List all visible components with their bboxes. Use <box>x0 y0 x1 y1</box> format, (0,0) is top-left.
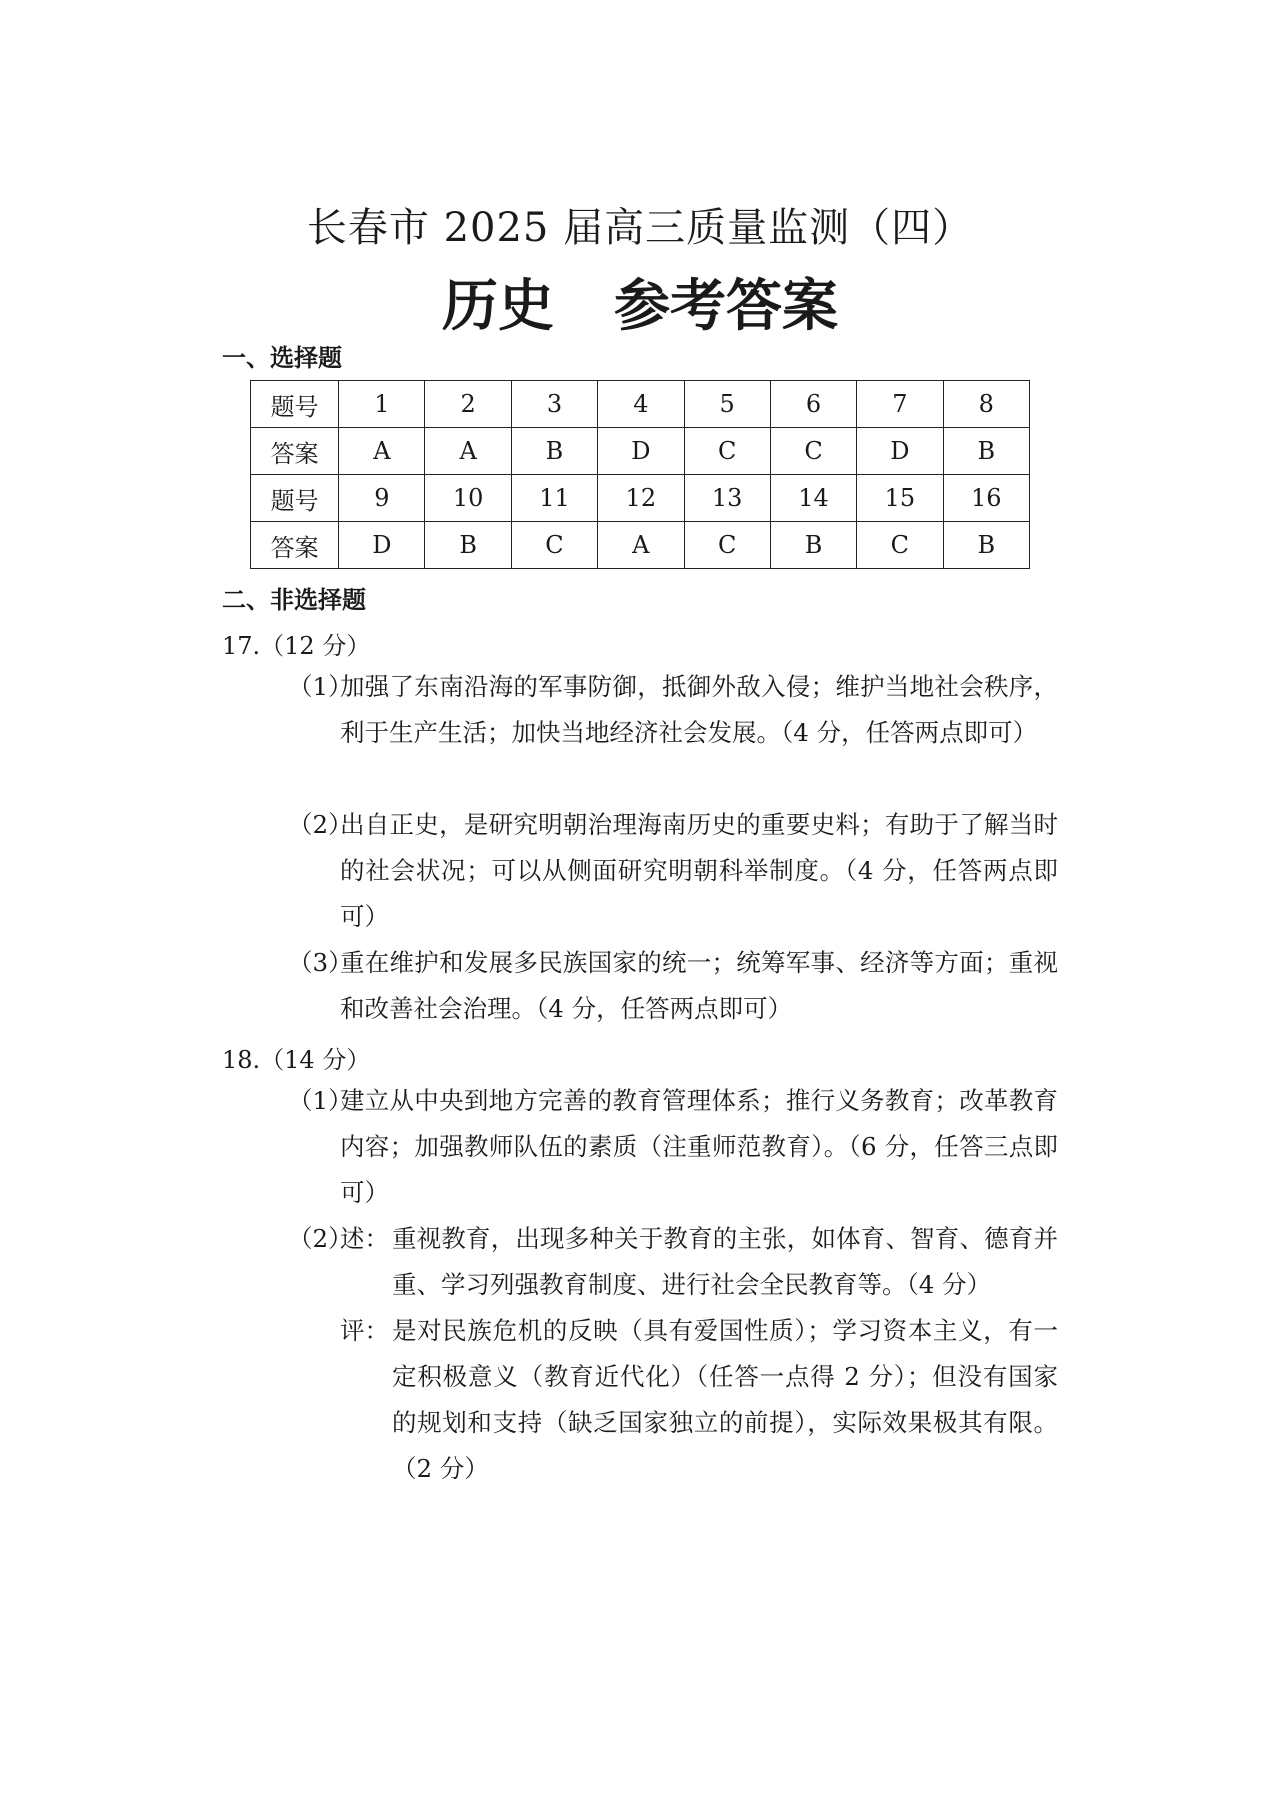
table-cell: C <box>857 522 943 569</box>
table-cell: D <box>339 522 425 569</box>
table-cell: 6 <box>770 381 856 428</box>
q18-part1 <box>288 1078 1058 1216</box>
table-cell: D <box>857 428 943 475</box>
q18-part2-shu-label: 述： <box>340 1224 389 1253</box>
table-cell: 10 <box>425 475 511 522</box>
table-cell: 1 <box>339 381 425 428</box>
q17-part3-label: （3） <box>288 948 353 977</box>
subtitle-label: 参考答案 <box>614 274 838 339</box>
table-cell: C <box>770 428 856 475</box>
table-cell: 13 <box>684 475 770 522</box>
exam-title: 长春市 2025 届高三质量监测（四） <box>306 205 974 251</box>
table-cell: B <box>943 522 1029 569</box>
q17-part2-label: （2） <box>288 810 353 839</box>
table-cell: 14 <box>770 475 856 522</box>
table-cell: A <box>339 428 425 475</box>
q17-title: 17.（12 分） <box>222 632 371 660</box>
table-cell: C <box>684 522 770 569</box>
q18-part1-label: （1） <box>288 1086 353 1115</box>
section2-heading: 二、非选择题 <box>222 586 366 614</box>
q17-part2-text: 出自正史，是研究明朝治理海南历史的重要史料；有助于了解当时的社会状况；可以从侧面研究明朝科举制度。（4 分，任答两点即可） <box>340 810 1058 931</box>
q17-part3-text: 重在维护和发展多民族国家的统一；统筹军事、经济等方面；重视和改善社会治理。（4 分，任答两点即可） <box>340 948 1058 1023</box>
q18-part2-ping <box>340 1308 1058 1492</box>
table-cell: 7 <box>857 381 943 428</box>
table-cell: 4 <box>598 381 684 428</box>
table-row <box>251 475 1030 522</box>
table-cell: D <box>598 428 684 475</box>
table-cell: 11 <box>511 475 597 522</box>
table-cell: 3 <box>511 381 597 428</box>
q18-part2-label: （2） <box>288 1224 353 1253</box>
q18-part1-text: 建立从中央到地方完善的教育管理体系；推行义务教育；改革教育内容；加强教师队伍的素质（注重师范教育）。（6 分，任答三点即可） <box>340 1086 1058 1207</box>
q17-part3 <box>288 940 1058 1032</box>
table-cell: 8 <box>943 381 1029 428</box>
section1-heading: 一、选择题 <box>222 344 342 372</box>
table-cell: B <box>770 522 856 569</box>
table-cell: A <box>425 428 511 475</box>
table-cell: 12 <box>598 475 684 522</box>
answer-table <box>250 380 1030 569</box>
subject-label: 历史 <box>442 274 554 339</box>
q18-title: 18.（14 分） <box>222 1046 371 1074</box>
table-row <box>251 522 1030 569</box>
table-cell: A <box>598 522 684 569</box>
q18-part2-shu-text: 重视教育，出现多种关于教育的主张，如体育、智育、德育并重、学习列强教育制度、进行社会全民教育等。（4 分） <box>392 1224 1058 1299</box>
page-title <box>0 262 1280 342</box>
table-row <box>251 381 1030 428</box>
q17-part1-label: （1） <box>288 672 353 701</box>
table-cell: 5 <box>684 381 770 428</box>
q17-part1 <box>288 664 1058 756</box>
q17-part1-text: 加强了东南沿海的军事防御，抵御外敌入侵；维护当地社会秩序，利于生产生活；加快当地经济社会发展。（4 分，任答两点即可） <box>340 672 1058 747</box>
table-cell: B <box>511 428 597 475</box>
table-cell: C <box>511 522 597 569</box>
table-cell: B <box>425 522 511 569</box>
table-row-label: 题号 <box>251 475 339 522</box>
table-row <box>251 428 1030 475</box>
table-cell: 2 <box>425 381 511 428</box>
table-row-label: 答案 <box>251 522 339 569</box>
table-cell: C <box>684 428 770 475</box>
table-cell: 15 <box>857 475 943 522</box>
table-cell: B <box>943 428 1029 475</box>
q17-part2 <box>288 802 1058 940</box>
q18-part2-ping-text: 是对民族危机的反映（具有爱国性质）；学习资本主义，有一定积极意义（教育近代化）（任答一点得 2 分）；但没有国家的规划和支持（缺乏国家独立的前提），实际效果极其有限。（2 分） <box>392 1316 1058 1483</box>
q18-part2-shu <box>340 1216 1058 1308</box>
table-cell: 16 <box>943 475 1029 522</box>
table-row-label: 答案 <box>251 428 339 475</box>
q18-part2-ping-label: 评： <box>340 1316 389 1345</box>
table-row-label: 题号 <box>251 381 339 428</box>
table-cell: 9 <box>339 475 425 522</box>
